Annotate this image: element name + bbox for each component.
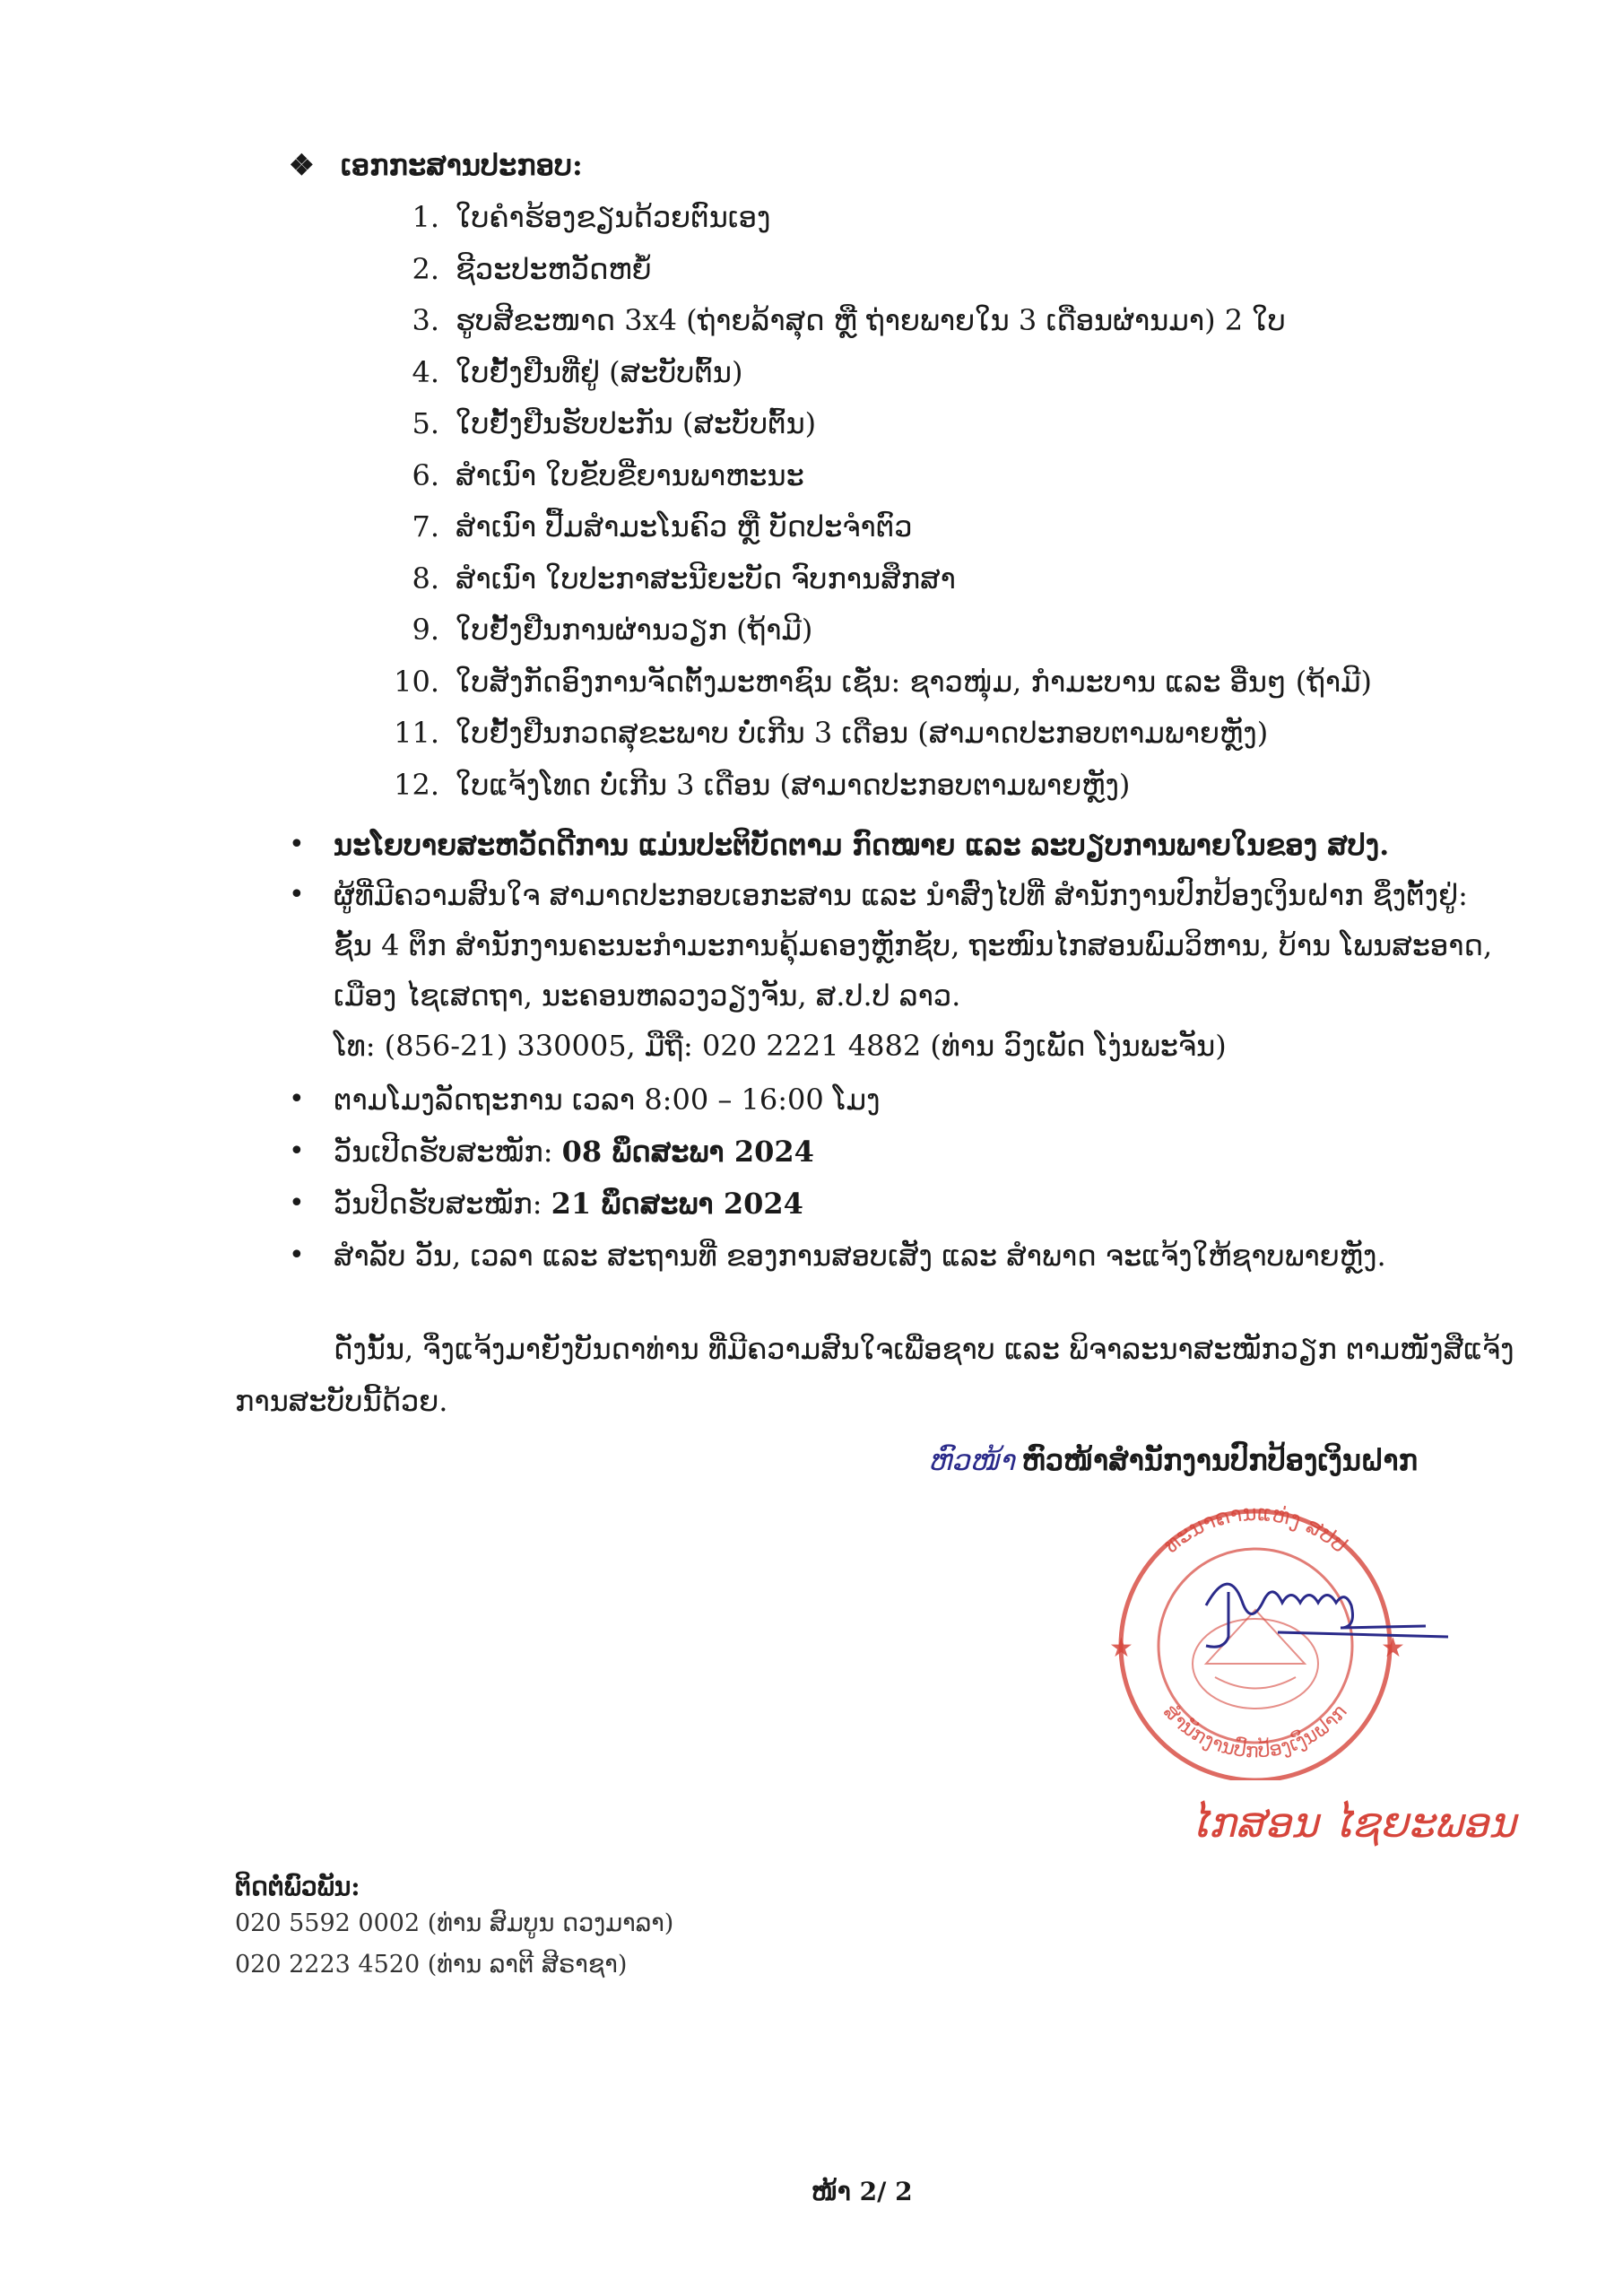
official-seal bbox=[1072, 1493, 1448, 1780]
document-item bbox=[377, 561, 956, 596]
document-item bbox=[377, 612, 812, 648]
document-item-number: 10. bbox=[394, 665, 439, 699]
document-item-number: 11. bbox=[394, 716, 439, 750]
apply-phone: ໂທ: (856-21) 330005, ມືຖື: 020 2221 4882 (ທ່ານ ວົງເພັດ ໂງ່ນພະຈັນ) bbox=[334, 1029, 1227, 1063]
document-item-text: ໃບສັງກັດອົງການຈັດຕັ້ງມະຫາຊົນ ເຊັ່ນ: ຊາວໜຸ່ມ, ກຳມະບານ ແລະ ອື່ນໆ (ຖ້າມີ) bbox=[456, 665, 1372, 699]
document-item bbox=[377, 457, 804, 493]
document-item-text: ໃບແຈ້ງໂທດ ບໍ່ເກີນ 3 ເດືອນ (ສາມາດປະກອບຕາມພາຍຫຼັງ) bbox=[456, 768, 1131, 802]
bullet-icon: • bbox=[289, 829, 305, 860]
document-item-text: ໃບຢັ້ງຢືນການຜ່ານວຽກ (ຖ້າມີ) bbox=[456, 613, 813, 647]
documents-heading: ເອກກະສານປະກອບ: bbox=[340, 148, 583, 182]
page-number: ໜ້າ 2/ 2 bbox=[812, 2177, 913, 2206]
closing-line-1: ດັ່ງນັ້ນ, ຈຶ່ງແຈ້ງມາຍັງບັນດາທ່ານ ທີ່ມີຄວາມສົນໃຈເພື່ອຊາບ ແລະ ພິຈາລະນາສະໝັກວຽກ ຕາມໜັງສືແຈ້ງ bbox=[334, 1332, 1515, 1366]
bullet-icon: • bbox=[289, 1083, 305, 1115]
bullet-icon: • bbox=[289, 1135, 305, 1167]
document-item bbox=[377, 664, 1372, 700]
document-item-number: 4. bbox=[412, 355, 439, 389]
open-date-value: 08 ພຶດສະພາ 2024 bbox=[561, 1135, 814, 1169]
document-item-number: 7. bbox=[412, 509, 439, 544]
bullet-icon: • bbox=[289, 1239, 305, 1271]
document-item-number: 2. bbox=[412, 252, 439, 286]
hours-text: ຕາມໂມງລັດຖະການ ເວລາ 8:00 – 16:00 ໂມງ bbox=[334, 1083, 881, 1117]
seal-graphic-icon bbox=[1072, 1493, 1448, 1780]
close-date-label: ວັນປິດຮັບສະໝັກ: bbox=[334, 1187, 551, 1221]
document-item-number: 5. bbox=[412, 406, 439, 440]
document-item-number: 1. bbox=[412, 200, 439, 234]
apply-line-3: ເມືອງ ໄຊເສດຖາ, ນະຄອນຫລວງວຽງຈັນ, ສ.ປ.ປ ລາວ. bbox=[334, 978, 961, 1013]
document-item-text: ສຳເນົາ ໃບປະກາສະນີຍະບັດ ຈົບການສຶກສາ bbox=[456, 561, 956, 596]
document-item bbox=[377, 354, 742, 390]
documents-heading-row bbox=[289, 147, 583, 183]
document-item bbox=[377, 302, 1286, 338]
document-item-text: ໃບຢັ້ງຢືນກວດສຸຂະພາບ ບໍ່ເກີນ 3 ເດືອນ (ສາມາດປະກອບຕາມພາຍຫຼັງ) bbox=[456, 716, 1269, 750]
contact-line-2: 020 2223 4520 (ທ່ານ ລາຕີ ສີຣາຊາ) bbox=[235, 1951, 628, 1979]
seal-bottom-text: ສຳນັກງານປົກປ້ອງເງິນຝາກ bbox=[1159, 1700, 1352, 1763]
signatory-name: ໄກສອນ ໄຊຍະພອນ bbox=[1188, 1798, 1516, 1847]
contact-line-1: 020 5592 0002 (ທ່ານ ສົມບູນ ດວງມາລາ) bbox=[235, 1909, 674, 1937]
diamond-bullet-icon: ❖ bbox=[289, 148, 315, 182]
document-item-text: ໃບຢັ້ງຢືນຮັບປະກັນ (ສະບັບຕົ້ນ) bbox=[456, 406, 817, 440]
document-item-text: ໃບຄຳຮ້ອງຂຽນດ້ວຍຕົນເອງ bbox=[456, 200, 771, 234]
signature-title: ຫົວໜ້າສຳນັກງານປົກປ້ອງເງິນຝາກ bbox=[1021, 1443, 1419, 1477]
open-date-row bbox=[334, 1134, 814, 1170]
open-date-label: ວັນເປີດຮັບສະໝັກ: bbox=[334, 1135, 562, 1169]
contact-heading: ຕິດຕໍ່ພົວພັນ: bbox=[235, 1872, 360, 1901]
document-item-text: ຊີວະປະຫວັດຫຍໍ້ bbox=[456, 252, 652, 286]
close-date-value: 21 ພຶດສະພາ 2024 bbox=[551, 1187, 803, 1221]
bullet-icon: • bbox=[289, 879, 305, 910]
document-item-text: ສຳເນົາ ໃບຂັບຂີ່ຍານພາຫະນະ bbox=[456, 458, 804, 492]
document-item bbox=[377, 767, 1130, 803]
document-item-text: ສຳເນົາ ປື້ມສຳມະໂນຄົວ ຫຼື ບັດປະຈຳຕົວ bbox=[456, 509, 913, 544]
document-item bbox=[377, 405, 816, 441]
document-item bbox=[377, 199, 770, 235]
document-item-text: ໃບຢັ້ງຢືນທີ່ຢູ່ (ສະບັບຕົ້ນ) bbox=[456, 355, 743, 389]
document-item-number: 12. bbox=[394, 768, 439, 802]
signature-on-behalf: ຫົວໜ້າ bbox=[928, 1443, 1015, 1477]
document-item-text: ຮູບສີຂະໜາດ 3x4 (ຖ່າຍລ້າສຸດ ຫຼື ຖ່າຍພາຍໃນ 3 ເດືອນຜ່ານມາ) 2 ໃບ bbox=[456, 303, 1286, 337]
close-date-row bbox=[334, 1186, 803, 1222]
svg-text:★: ★ bbox=[1109, 1632, 1133, 1664]
document-item bbox=[377, 715, 1268, 751]
document-item-number: 3. bbox=[412, 303, 439, 337]
document-item-number: 6. bbox=[412, 458, 439, 492]
apply-line-2: ຊັ້ນ 4 ຕຶກ ສຳນັກງານຄະນະກຳມະການຄຸ້ມຄອງຫຼັກຊັບ, ຖະໜົນໄກສອນພົມວິຫານ, ບ້ານ ໂພນສະອາດ, bbox=[334, 928, 1493, 962]
svg-text:★: ★ bbox=[1381, 1632, 1405, 1664]
policy-text: ນະໂຍບາຍສະຫວັດດີການ ແມ່ນປະຕິບັດຕາມ ກົດໝາຍ ແລະ ລະບຽບການພາຍໃນຂອງ ສປງ. bbox=[334, 828, 1390, 862]
document-item-number: 8. bbox=[412, 561, 439, 596]
closing-line-2: ການສະບັບນີ້ດ້ວຍ. bbox=[235, 1384, 448, 1418]
document-item bbox=[377, 251, 652, 287]
document-item-number: 9. bbox=[412, 613, 439, 647]
seal-top-text: ທະນາຄານແຫ່ງ ສປປ bbox=[1159, 1500, 1352, 1559]
bullet-icon: • bbox=[289, 1187, 305, 1219]
document-item bbox=[377, 509, 913, 544]
signature-title-row bbox=[928, 1442, 1418, 1478]
schedule-text: ສຳລັບ ວັນ, ເວລາ ແລະ ສະຖານທີ່ ຂອງການສອບເສັງ ແລະ ສຳພາດ ຈະແຈ້ງໃຫ້ຊາບພາຍຫຼັງ. bbox=[334, 1239, 1386, 1273]
apply-line-1: ຜູ້ທີ່ມີຄວາມສົນໃຈ ສາມາດປະກອບເອກະສານ ແລະ ນຳສົ່ງໄປທີ່ ສຳນັກງານປົກປ້ອງເງິນຝາກ ຊຶ່ງຕັ້ງຢູ່: bbox=[334, 878, 1468, 912]
svg-text:ສຳນັກງານປົກປ້ອງເງິນຝາກ bbox=[1159, 1700, 1351, 1762]
